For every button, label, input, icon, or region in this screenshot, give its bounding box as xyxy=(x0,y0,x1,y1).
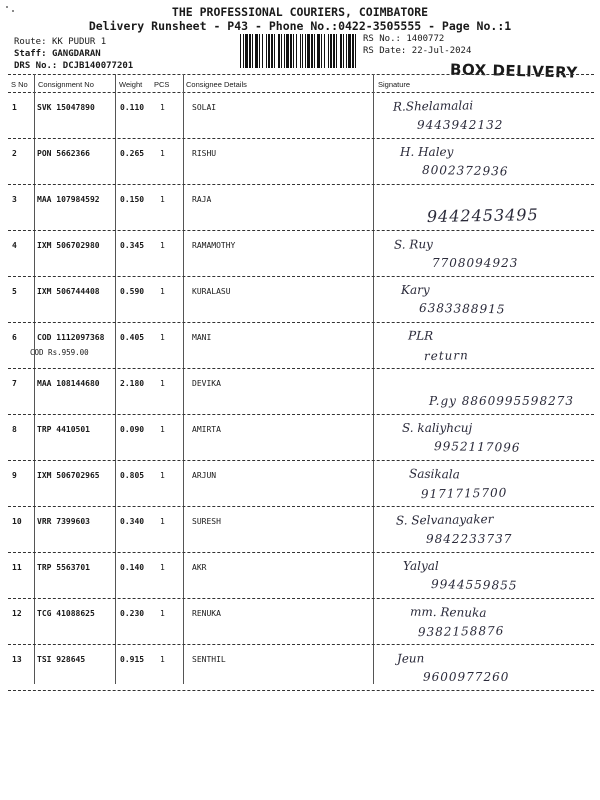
table-row xyxy=(0,507,600,553)
route-value: KK PUDUR 1 xyxy=(51,37,107,47)
row-sno: 4 xyxy=(12,241,17,250)
rs-date-value: 22-Jul-2024 xyxy=(411,46,472,56)
row-weight: 0.805 xyxy=(120,471,145,480)
table-row xyxy=(0,323,600,369)
row-consignee: SURESH xyxy=(192,517,221,526)
table-row xyxy=(0,599,600,645)
table-row xyxy=(0,461,600,507)
row-pcs: 1 xyxy=(160,609,165,618)
company-title: THE PROFESSIONAL COURIERS, COIMBATORE xyxy=(171,5,429,19)
barcode xyxy=(240,34,356,68)
signature-phone: 9842233737 xyxy=(426,532,513,546)
row-consignee: ARJUN xyxy=(192,471,217,480)
signature-phone: 9944559855 xyxy=(430,577,518,593)
col-pcs: PCS xyxy=(154,80,170,89)
row-consignment-no: VRR 7399603 xyxy=(37,517,90,526)
rs-no-label: RS No.: xyxy=(363,34,401,44)
row-sno: 6 xyxy=(12,333,17,342)
row-consignment-no: IXM 506744408 xyxy=(37,287,100,296)
rs-date-line xyxy=(363,46,471,56)
row-signature xyxy=(375,323,593,369)
signature-phone: 6383388915 xyxy=(418,300,506,317)
signature-name: Jeun xyxy=(396,651,425,666)
row-signature xyxy=(375,645,593,691)
signature-phone: return xyxy=(423,348,469,364)
row-pcs: 1 xyxy=(160,471,165,480)
row-consignee: RENUKA xyxy=(192,609,221,618)
row-separator xyxy=(8,690,594,691)
table-row xyxy=(0,93,600,139)
route-line xyxy=(14,37,106,47)
rs-no-line xyxy=(363,34,444,44)
row-consignee: RAJA xyxy=(192,195,212,204)
row-cod-amount: COD Rs.959.00 xyxy=(30,348,89,357)
row-sno: 7 xyxy=(12,379,17,388)
rs-date-label: RS Date: xyxy=(363,46,407,56)
row-pcs: 1 xyxy=(160,517,165,526)
signature-name: S. kaliyhcuj xyxy=(402,421,473,435)
row-pcs: 1 xyxy=(160,655,165,664)
row-weight: 0.405 xyxy=(120,333,145,342)
row-pcs: 1 xyxy=(160,333,165,342)
row-sno: 2 xyxy=(12,149,17,158)
row-weight: 0.230 xyxy=(120,609,145,618)
row-consignee: AKR xyxy=(192,563,207,572)
signature-name: mm. Renuka xyxy=(409,604,487,620)
row-signature xyxy=(375,507,593,553)
col-signature: Signature xyxy=(378,80,411,89)
col-consignment: Consignment No xyxy=(38,80,94,89)
row-weight: 0.140 xyxy=(120,563,145,572)
rs-no-value: 1400772 xyxy=(406,34,445,44)
row-consignee: SENTHIL xyxy=(192,655,226,664)
row-weight: 0.110 xyxy=(120,103,145,112)
row-pcs: 1 xyxy=(160,149,165,158)
col-consignee: Consignee Details xyxy=(186,80,247,89)
signature-name: S. Selvanayaker xyxy=(395,511,494,528)
col-sno: S No xyxy=(11,80,28,89)
row-pcs: 1 xyxy=(160,379,165,388)
col-weight: Weight xyxy=(119,80,143,89)
table-row xyxy=(0,139,600,185)
staff-line xyxy=(14,49,101,59)
row-consignee: RISHU xyxy=(192,149,217,158)
row-signature xyxy=(375,277,593,323)
row-sno: 11 xyxy=(12,563,22,572)
row-weight: 0.150 xyxy=(120,195,145,204)
row-pcs: 1 xyxy=(160,195,165,204)
row-consignee: RAMAMOTHY xyxy=(192,241,236,250)
row-signature xyxy=(375,415,593,461)
row-sno: 5 xyxy=(12,287,17,296)
table-row xyxy=(0,553,600,599)
row-sno: 1 xyxy=(12,103,17,112)
row-consignee: DEVIKA xyxy=(192,379,221,388)
row-weight: 0.345 xyxy=(120,241,145,250)
row-consignee: SOLAI xyxy=(192,103,217,112)
row-signature xyxy=(375,93,593,139)
signature-name: H. Haley xyxy=(400,145,454,159)
box-delivery-stamp: BOX DELIVERY xyxy=(449,60,578,82)
signature-phone: 9952117096 xyxy=(433,439,521,455)
row-weight: 0.340 xyxy=(120,517,145,526)
route-label: Route: xyxy=(14,37,47,47)
row-consignment-no: TRP 5563701 xyxy=(37,563,90,572)
table-row xyxy=(0,369,600,415)
row-weight: 0.090 xyxy=(120,425,145,434)
signature-phone: 9171715700 xyxy=(420,485,508,502)
signature-name: Sasikala xyxy=(408,466,460,482)
row-sno: 9 xyxy=(12,471,17,480)
row-signature xyxy=(375,553,593,599)
row-sno: 10 xyxy=(12,517,22,526)
row-signature xyxy=(375,461,593,507)
row-weight: 0.915 xyxy=(120,655,145,664)
drs-line xyxy=(14,61,133,71)
row-consignment-no: IXM 506702980 xyxy=(37,241,100,250)
row-signature xyxy=(375,231,593,277)
table-row xyxy=(0,415,600,461)
signature-phone: 7708094923 xyxy=(432,256,519,270)
row-consignment-no: MAA 107984592 xyxy=(37,195,100,204)
row-consignment-no: MAA 108144680 xyxy=(37,379,100,388)
row-sno: 12 xyxy=(12,609,22,618)
row-pcs: 1 xyxy=(160,103,165,112)
signature-name: R.Shelamalai xyxy=(392,98,474,114)
row-consignment-no: TRP 4410501 xyxy=(37,425,90,434)
signature-phone: 9382158876 xyxy=(417,623,505,640)
row-consignment-no: TSI 928645 xyxy=(37,655,86,664)
signature-name: Kary xyxy=(401,283,430,297)
staff-value: GANGDARAN xyxy=(51,49,101,59)
row-signature xyxy=(375,139,593,185)
row-consignment-no: IXM 506702965 xyxy=(37,471,100,480)
row-sno: 13 xyxy=(12,655,22,664)
header-top-rule xyxy=(8,74,594,75)
row-pcs: 1 xyxy=(160,287,165,296)
table-row xyxy=(0,277,600,323)
signature-name: S. Ruy xyxy=(393,237,434,252)
signature-phone: P.gy 8860995598273 xyxy=(429,394,574,408)
row-weight: 0.265 xyxy=(120,149,145,158)
signature-name: PLR xyxy=(407,328,434,343)
row-sno: 8 xyxy=(12,425,17,434)
row-signature xyxy=(375,599,593,645)
row-sno: 3 xyxy=(12,195,17,204)
row-consignee: MANI xyxy=(192,333,212,342)
row-pcs: 1 xyxy=(160,563,165,572)
drs-label: DRS No.: xyxy=(14,61,58,71)
table-row xyxy=(0,645,600,691)
table-row xyxy=(0,185,600,231)
row-consignment-no: COD 1112097368 xyxy=(37,333,105,342)
row-consignment-no: SVK 15047890 xyxy=(37,103,95,112)
row-consignment-no: PON 5662366 xyxy=(37,149,90,158)
row-consignment-no: TCG 41088625 xyxy=(37,609,95,618)
row-signature xyxy=(375,185,593,231)
signature-phone: 8002372936 xyxy=(421,162,509,179)
signature-phone: 9600977260 xyxy=(423,670,510,684)
signature-phone: 9442453495 xyxy=(426,205,539,227)
row-pcs: 1 xyxy=(160,241,165,250)
row-weight: 0.590 xyxy=(120,287,145,296)
signature-phone: 9443942132 xyxy=(417,118,504,132)
row-consignee: KURALASU xyxy=(192,287,231,296)
drs-value: DCJB140077201 xyxy=(62,61,134,71)
row-pcs: 1 xyxy=(160,425,165,434)
signature-name: Yalyal xyxy=(403,559,439,573)
row-consignee: AMIRTA xyxy=(192,425,221,434)
row-weight: 2.180 xyxy=(120,379,145,388)
staff-label: Staff: xyxy=(14,49,47,59)
runsheet-subtitle: Delivery Runsheet - P43 - Phone No.:0422-3505555 - Page No.:1 xyxy=(88,19,512,33)
row-signature xyxy=(375,369,593,415)
table-row xyxy=(0,231,600,277)
